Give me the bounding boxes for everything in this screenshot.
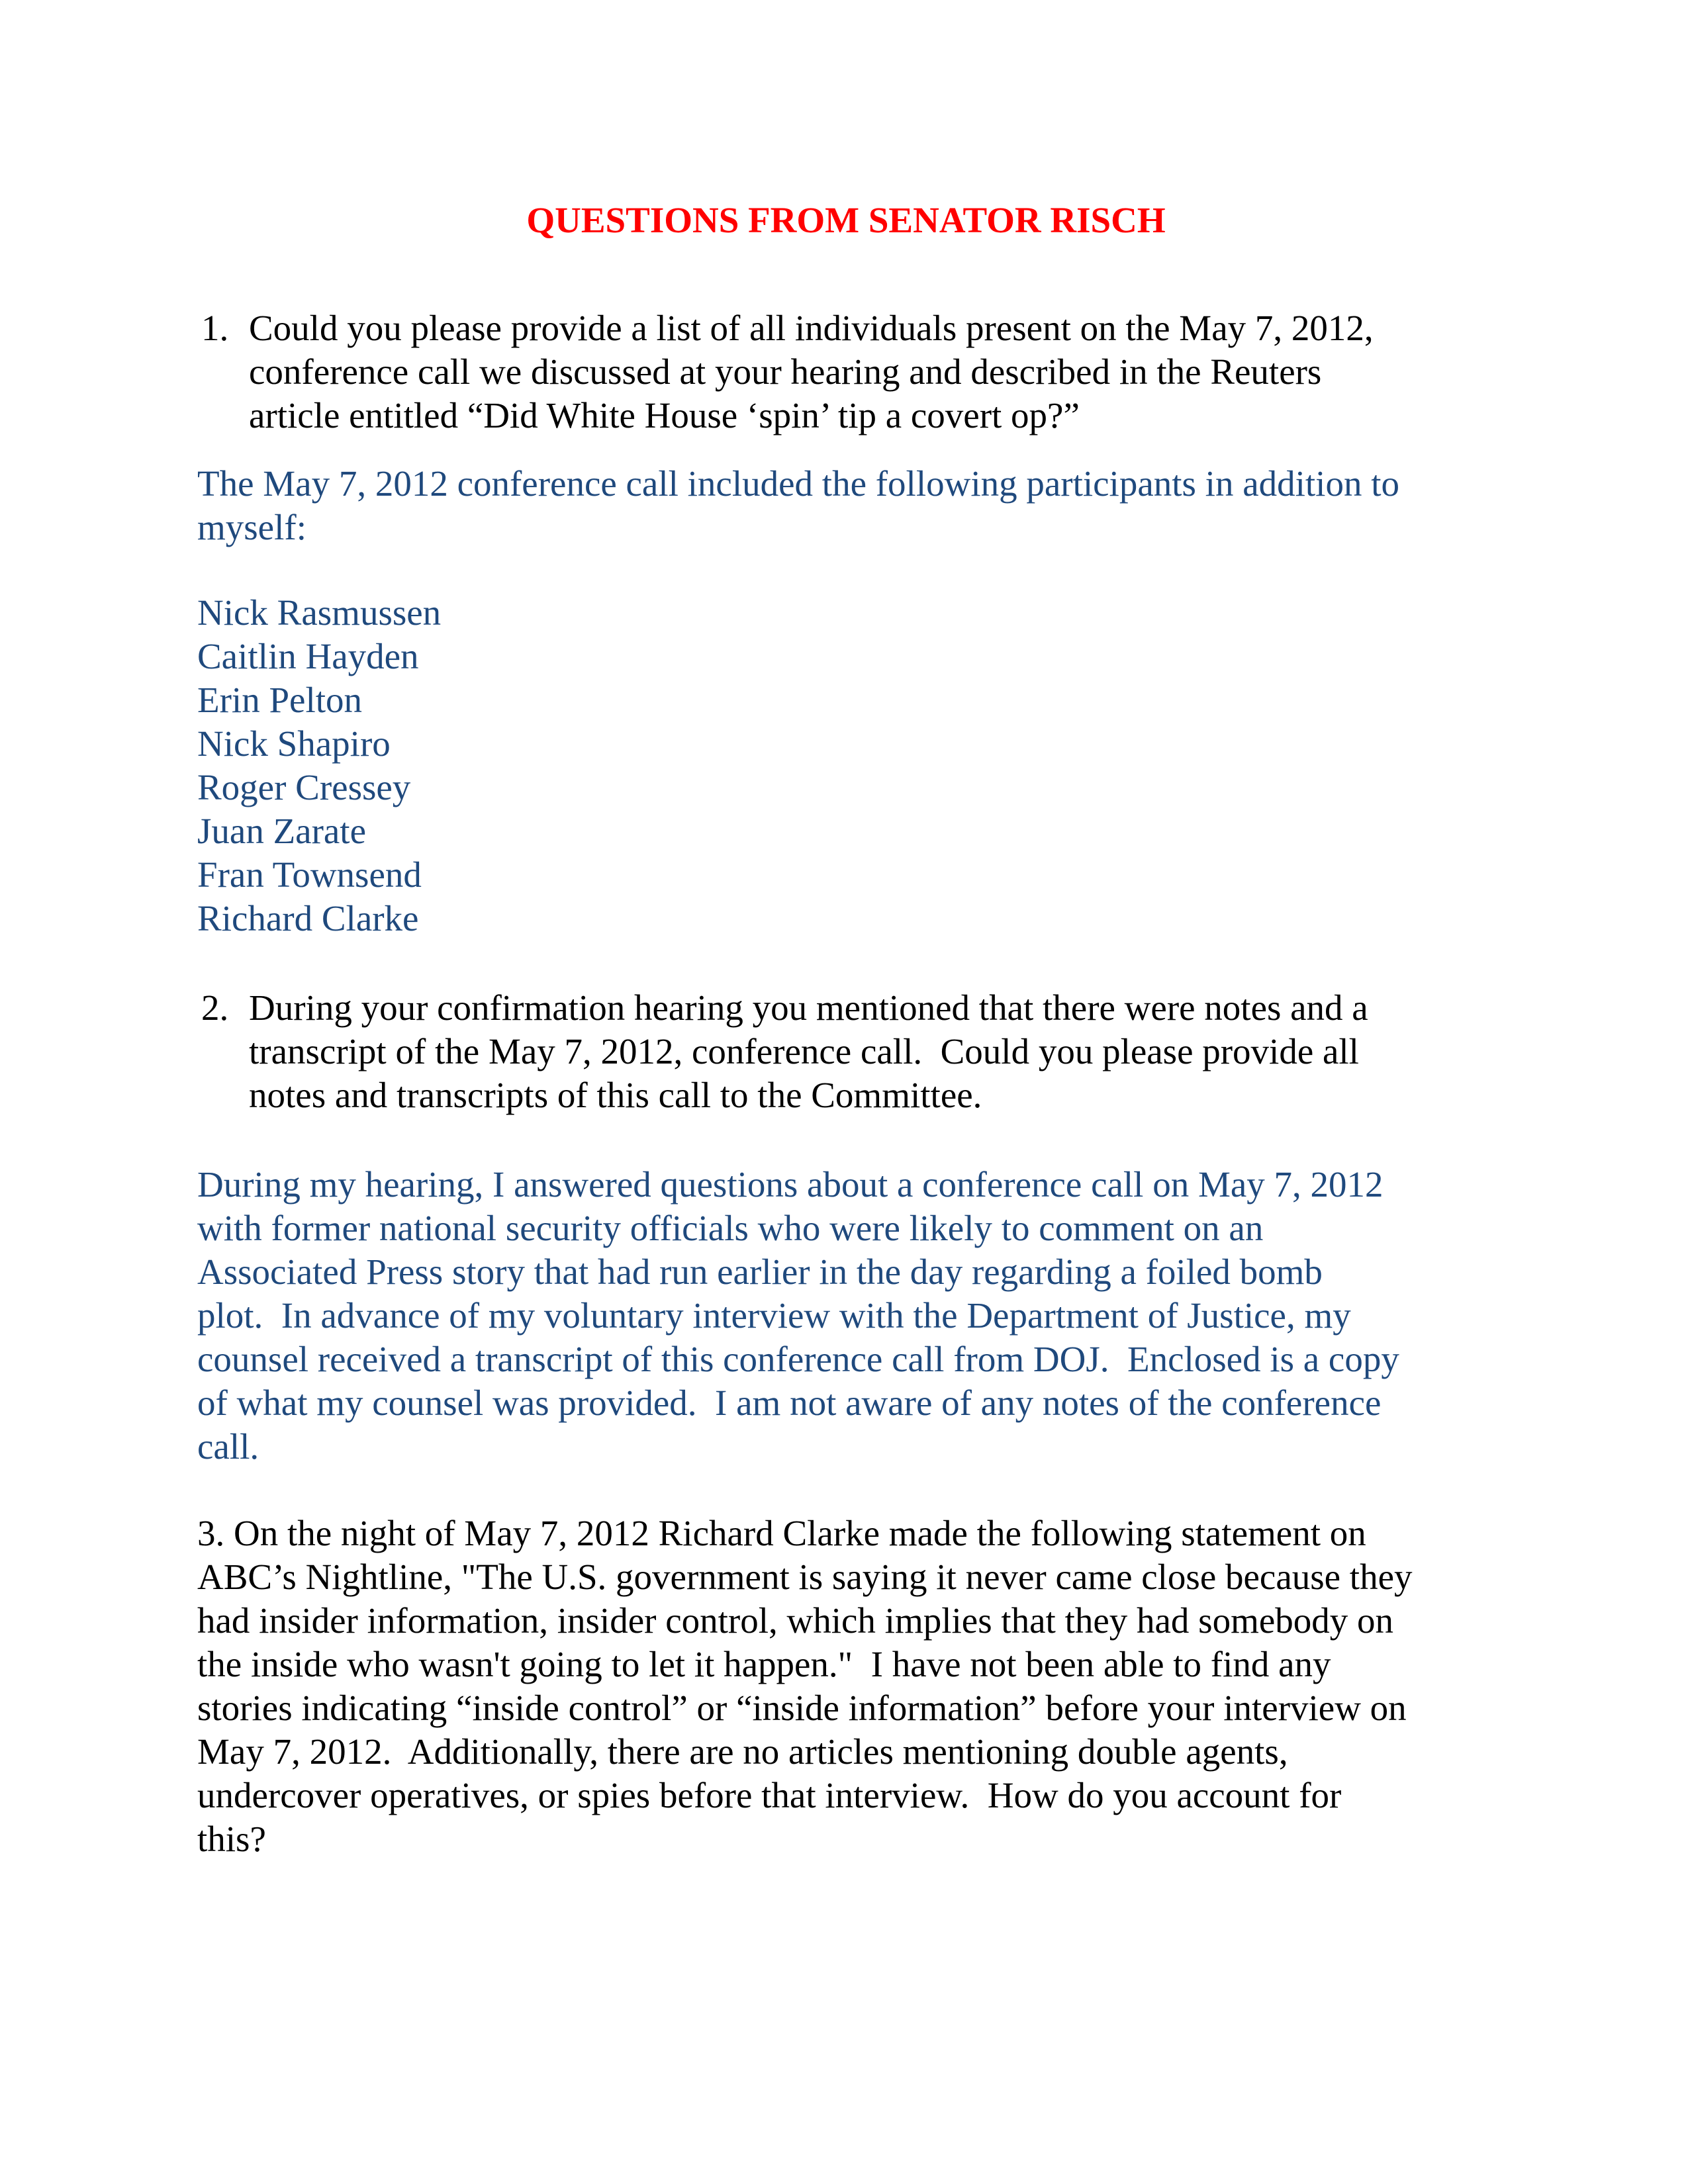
question-3-line: 3. On the night of May 7, 2012 Richard Clarke made the following statement on	[197, 1513, 1366, 1553]
answer-2	[197, 1163, 1495, 1469]
answer-2-line: call.	[197, 1426, 259, 1467]
question-3-line: the inside who wasn't going to let it happen." I have not been able to find any	[197, 1644, 1331, 1684]
question-3-line: undercover operatives, or spies before that interview. How do you account for	[197, 1775, 1342, 1815]
answer-1-line: myself:	[197, 507, 306, 547]
participant-name: Nick Rasmussen	[197, 592, 442, 633]
document-title: QUESTIONS FROM SENATOR RISCH	[526, 200, 1166, 240]
participant-name: Richard Clarke	[197, 898, 419, 938]
answer-2-line: Associated Press story that had run earlier in the day regarding a foiled bomb	[197, 1251, 1323, 1292]
question-1-number: 1.	[201, 308, 229, 348]
question-3	[197, 1512, 1495, 1861]
question-1-line: Could you please provide a list of all individuals present on the May 7, 2012,	[249, 308, 1374, 348]
participant-name: Caitlin Hayden	[197, 636, 419, 676]
question-2-line: During your confirmation hearing you mentioned that there were notes and a	[249, 987, 1368, 1028]
answer-2-line: During my hearing, I answered questions about a conference call on May 7, 2012	[197, 1164, 1383, 1205]
question-1-line: conference call we discussed at your hearing and described in the Reuters	[249, 351, 1322, 392]
question-1-line: article entitled “Did White House ‘spin’ tip a covert op?”	[249, 395, 1080, 435]
answer-1-intro	[197, 462, 1495, 549]
participant-name: Roger Cressey	[197, 767, 411, 807]
question-3-line: had insider information, insider control, which implies that they had somebody on	[197, 1600, 1394, 1641]
question-2-line: transcript of the May 7, 2012, conference call. Could you please provide all	[249, 1031, 1359, 1071]
question-2-line: notes and transcripts of this call to the Committee.	[249, 1075, 982, 1115]
question-3-line: this?	[197, 1819, 266, 1859]
participants-list	[197, 591, 1495, 940]
answer-2-line: counsel received a transcript of this conference call from DOJ. Enclosed is a copy	[197, 1339, 1399, 1379]
answer-2-line: with former national security officials who were likely to comment on an	[197, 1208, 1264, 1248]
question-3-line: ABC’s Nightline, "The U.S. government is saying it never came close because they	[197, 1557, 1413, 1597]
question-2-number: 2.	[201, 987, 229, 1028]
answer-2-line: of what my counsel was provided. I am not aware of any notes of the conference	[197, 1383, 1382, 1423]
question-3-line: May 7, 2012. Additionally, there are no articles mentioning double agents,	[197, 1731, 1288, 1772]
question-3-line: stories indicating “inside control” or “inside information” before your interview on	[197, 1688, 1407, 1728]
participant-name: Fran Townsend	[197, 854, 422, 895]
answer-2-line: plot. In advance of my voluntary interview with the Department of Justice, my	[197, 1295, 1351, 1336]
participant-name: Juan Zarate	[197, 811, 366, 851]
participant-name: Erin Pelton	[197, 680, 363, 720]
participant-name: Nick Shapiro	[197, 723, 391, 764]
answer-1-line: The May 7, 2012 conference call included the following participants in addition to	[197, 463, 1399, 504]
